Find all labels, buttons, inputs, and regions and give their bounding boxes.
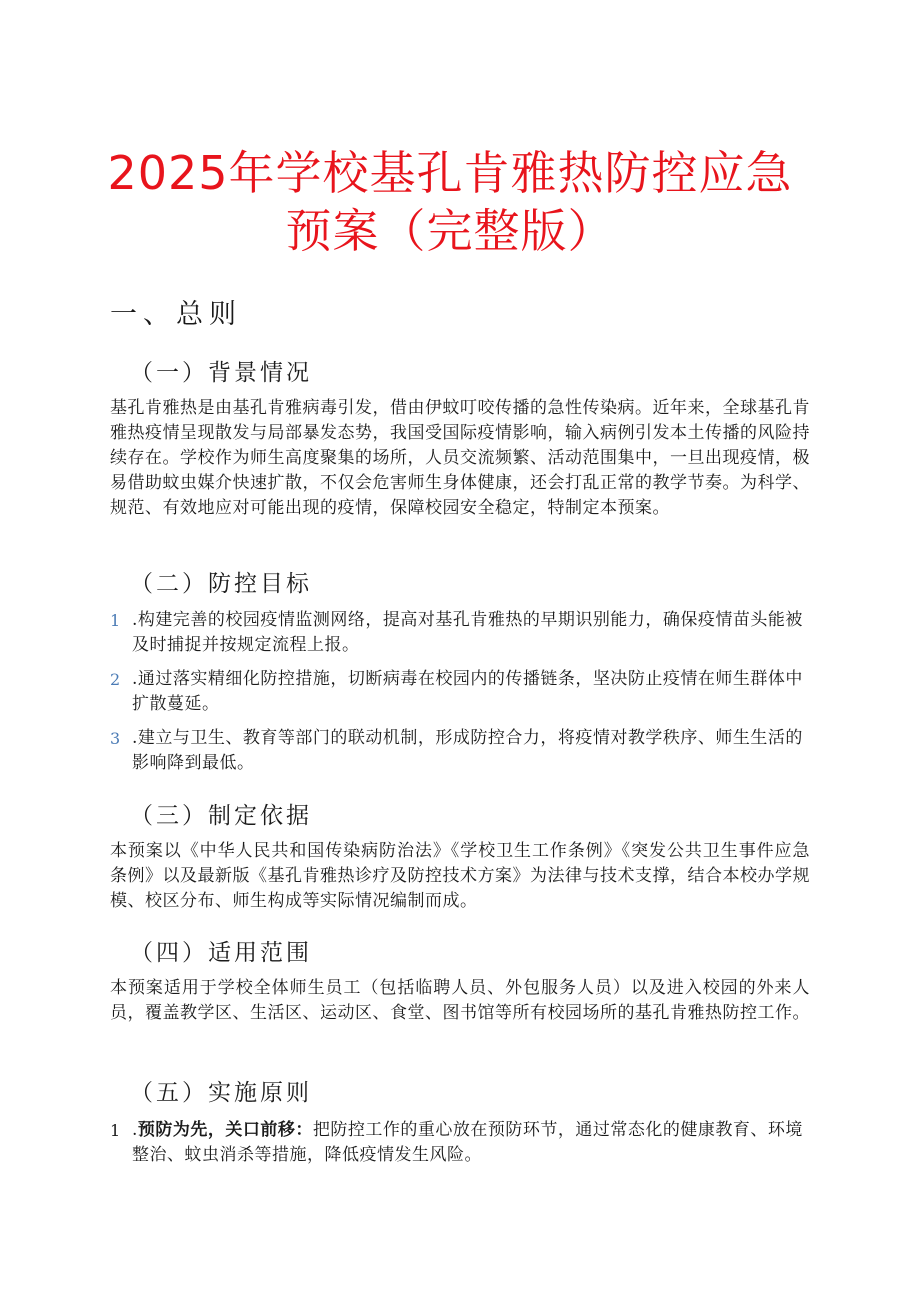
- list-number: 1: [110, 611, 121, 630]
- paragraph-background: 基孔肯雅热是由基孔肯雅病毒引发，借由伊蚊叮咬传播的急性传染病。近年来，全球基孔肯雅热疫情呈现散发与局部暴发态势，我国受国际疫情影响，输入病例引发本土传播的风险持续存在。学校作为师生高度聚集的场所，人员交流频繁、活动范围集中，一旦出现疫情，极易借助蚊虫媒介快速扩散，不仅会危害师生身体健康，还会打乱正常的教学节奏。为科学、规范、有效地应对可能出现的疫情，保障校园安全稳定，特制定本预案。: [110, 398, 810, 518]
- list-text: [132, 1118, 810, 1168]
- list-number: 3: [110, 729, 121, 748]
- principle-text: 把防控工作的重心放在预防环节，通过常态化的健康教育、环境整治、蚊虫消杀等措施，降低疫情发生风险。: [132, 1120, 803, 1165]
- list-item: [110, 608, 810, 658]
- list-text: .构建完善的校园疫情监测网络，提高对基孔肯雅热的早期识别能力，确保疫情苗头能被及时捕捉并按规定流程上报。: [132, 610, 803, 655]
- subheading-scope: （四）适用范围: [130, 940, 312, 966]
- paragraph-scope: 本预案适用于学校全体师生员工（包括临聘人员、外包服务人员）以及进入校园的外来人员，覆盖教学区、生活区、运动区、食堂、图书馆等所有校园场所的基孔肯雅热防控工作。: [110, 978, 810, 1023]
- paragraph-basis: 本预案以《中华人民共和国传染病防治法》《学校卫生工作条例》《突发公共卫生事件应急条例》以及最新版《基孔肯雅热诊疗及防控技术方案》为法律与技术支撑，结合本校办学规模、校区分布、师生构成等实际情况编制而成。: [110, 841, 810, 911]
- list-number: 1: [110, 1121, 121, 1140]
- list-text: .通过落实精细化防控措施，切断病毒在校园内的传播链条，坚决防止疫情在师生群体中扩散蔓延。: [132, 669, 803, 714]
- principle-title: 预防为先，关口前移：: [137, 1120, 313, 1140]
- list-item: [110, 667, 810, 717]
- list-item: [110, 726, 810, 776]
- section-heading-general: 一、总则: [110, 299, 242, 330]
- subheading-background: （一）背景情况: [130, 360, 312, 386]
- list-text: .建立与卫生、教育等部门的联动机制，形成防控合力，将疫情对教学秩序、师生生活的影响降到最低。: [132, 728, 803, 773]
- document-title-line1: 2025年学校基孔肯雅热防控应急: [107, 146, 793, 200]
- subheading-basis: （三）制定依据: [130, 803, 312, 829]
- document-title-line2: 预案（完整版）: [285, 204, 615, 258]
- subheading-principles: （五）实施原则: [130, 1080, 312, 1106]
- subheading-goals: （二）防控目标: [130, 571, 312, 597]
- list-item: [110, 1118, 810, 1168]
- list-prefix: .: [132, 1120, 138, 1140]
- list-number: 2: [110, 670, 121, 689]
